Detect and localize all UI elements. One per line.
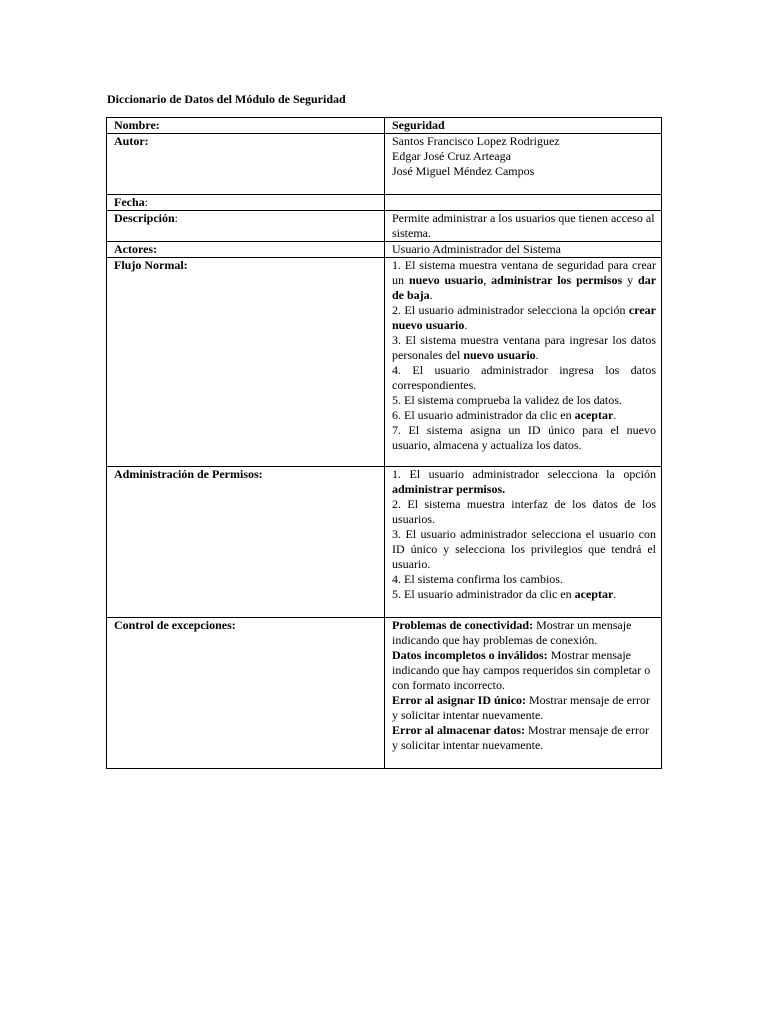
permission-step-4: 4. El sistema confirma los cambios. <box>392 572 563 586</box>
permission-step-1: 1. El usuario administrador selecciona la opción administrar permisos. <box>392 467 656 496</box>
data-dictionary-table <box>106 117 662 769</box>
row-autor <box>107 134 662 195</box>
value-descripcion <box>385 211 662 242</box>
label-text: Autor: <box>114 134 149 148</box>
row-fecha <box>107 195 662 211</box>
row-actores <box>107 242 662 258</box>
value-actores <box>385 242 662 258</box>
label-text: Descripción <box>114 211 175 225</box>
label-text: Fecha <box>114 195 145 209</box>
flow-step-3: 3. El sistema muestra ventana para ingresar los datos personales del nuevo usuario. <box>392 333 656 362</box>
label-text: Actores: <box>114 242 158 256</box>
label-actores <box>107 242 385 258</box>
author-name: Santos Francisco Lopez Rodriguez <box>392 134 560 148</box>
value-text: Seguridad <box>392 118 445 132</box>
exception-storage: Error al almacenar datos: Mostrar mensaje de error y solicitar intentar nuevamente. <box>392 723 649 752</box>
label-descripcion <box>107 211 385 242</box>
document-title: Diccionario de Datos del Módulo de Seguridad <box>107 92 346 106</box>
label-text: Control de excepciones: <box>114 618 236 632</box>
label-nombre <box>107 118 385 134</box>
value-flujo-normal <box>385 258 662 467</box>
flow-step-2: 2. El usuario administrador selecciona la opción crear nuevo usuario. <box>392 303 656 332</box>
permission-step-3: 3. El usuario administrador selecciona el usuario con ID único y selecciona los privilegios que tendrá el usuario. <box>392 527 656 571</box>
author-name: José Miguel Méndez Campos <box>392 164 535 178</box>
value-fecha <box>385 195 662 211</box>
flow-step-4: 4. El usuario administrador ingresa los datos correspondientes. <box>392 363 656 392</box>
label-administracion-permisos <box>107 467 385 618</box>
label-text: Flujo Normal: <box>114 258 188 272</box>
value-text: Permite administrar a los usuarios que tienen acceso al sistema. <box>392 211 655 240</box>
label-flujo-normal <box>107 258 385 467</box>
flow-step-5: 5. El sistema comprueba la validez de los datos. <box>392 393 622 407</box>
value-administracion-permisos <box>385 467 662 618</box>
value-control-excepciones <box>385 618 662 769</box>
value-autor <box>385 134 662 195</box>
permission-step-2: 2. El sistema muestra interfaz de los datos de los usuarios. <box>392 497 656 526</box>
value-text: Usuario Administrador del Sistema <box>392 242 561 256</box>
flow-step-1: 1. El sistema muestra ventana de seguridad para crear un nuevo usuario, administrar los permisos y dar de baja. <box>392 258 657 302</box>
flow-step-6: 6. El usuario administrador da clic en aceptar. <box>392 408 617 422</box>
exception-connectivity: Problemas de conectividad: Mostrar un mensaje indicando que hay problemas de conexión. <box>392 618 632 647</box>
row-control-excepciones <box>107 618 662 769</box>
label-text: Nombre: <box>114 118 160 132</box>
flow-step-7: 7. El sistema asigna un ID único para el nuevo usuario, almacena y actualiza los datos. <box>392 423 656 452</box>
label-fecha <box>107 195 385 211</box>
row-administracion-permisos <box>107 467 662 618</box>
exception-id-assignment: Error al asignar ID único: Mostrar mensaje de error y solicitar intentar nuevamente. <box>392 693 650 722</box>
label-autor <box>107 134 385 195</box>
author-name: Edgar José Cruz Arteaga <box>392 149 511 163</box>
permission-step-5: 5. El usuario administrador da clic en aceptar. <box>392 587 617 601</box>
exception-invalid-data: Datos incompletos o inválidos: Mostrar mensaje indicando que hay campos requeridos sin completar o con formato incorrecto. <box>392 648 651 692</box>
row-flujo-normal <box>107 258 662 467</box>
label-text: Administración de Permisos: <box>114 467 263 481</box>
value-nombre <box>385 118 662 134</box>
row-nombre <box>107 118 662 134</box>
row-descripcion <box>107 211 662 242</box>
label-suffix: : <box>144 195 148 209</box>
label-suffix: : <box>174 211 178 225</box>
label-control-excepciones <box>107 618 385 769</box>
